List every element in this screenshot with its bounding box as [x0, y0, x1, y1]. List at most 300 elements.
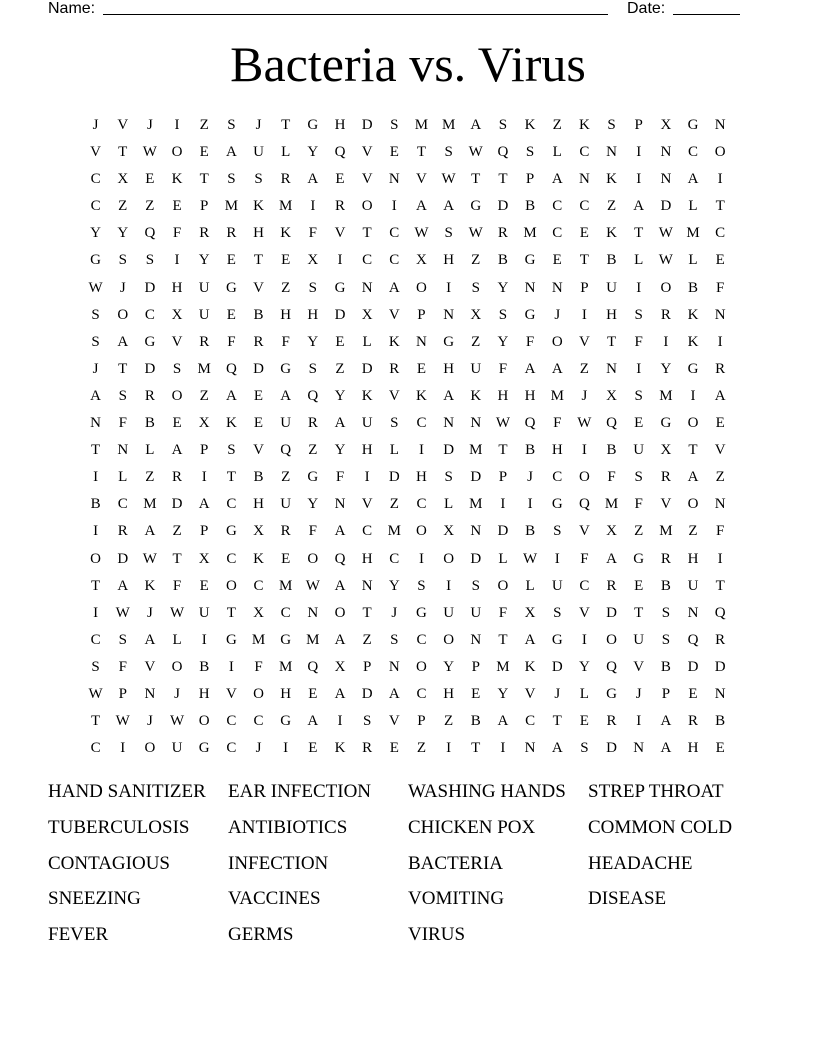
- grid-cell: Z: [172, 523, 182, 540]
- grid-cell: Q: [714, 604, 726, 621]
- grid-row: [82, 220, 734, 247]
- word-bank-item: WASHING HANDS: [408, 781, 566, 802]
- grid-cell: G: [551, 496, 563, 513]
- grid-cell: J: [174, 685, 180, 702]
- grid-row: [82, 383, 734, 410]
- word-bank-item: VACCINES: [228, 888, 321, 910]
- grid-cell: M: [279, 577, 293, 594]
- grid-cell: W: [115, 713, 130, 730]
- grid-cell: M: [496, 658, 510, 675]
- grid-cell: I: [201, 631, 207, 648]
- grid-cell: M: [604, 496, 619, 513]
- grid-cell: R: [334, 198, 345, 215]
- grid-cell: W: [468, 225, 483, 242]
- grid-cell: T: [579, 252, 589, 269]
- grid-cell: M: [659, 523, 673, 540]
- grid-cell: J: [119, 279, 126, 296]
- grid-cell: S: [390, 631, 399, 648]
- grid-cell: N: [117, 442, 129, 459]
- grid-cell: I: [201, 469, 207, 486]
- grid-cell: A: [524, 631, 536, 648]
- grid-row: [82, 166, 734, 193]
- word-bank-item: INFECTION: [228, 852, 329, 874]
- grid-cell: T: [498, 631, 508, 648]
- grid-cell: V: [633, 658, 645, 675]
- grid-cell: U: [253, 144, 264, 161]
- grid-cell: I: [418, 550, 424, 567]
- grid-cell: R: [280, 523, 291, 540]
- grid-cell: I: [337, 252, 343, 269]
- grid-cell: C: [389, 225, 400, 242]
- grid-cell: Z: [715, 469, 725, 486]
- grid-cell: P: [362, 658, 372, 675]
- grid-cell: O: [551, 333, 563, 350]
- grid-cell: Q: [144, 225, 156, 242]
- grid-cell: E: [715, 740, 725, 757]
- grid-cell: J: [581, 387, 588, 404]
- grid-cell: Q: [280, 442, 292, 459]
- grid-row: [82, 546, 734, 573]
- grid-cell: I: [174, 117, 180, 133]
- grid-cell: O: [225, 577, 237, 594]
- grid-cell: G: [470, 198, 482, 215]
- grid-cell: Q: [606, 415, 617, 432]
- grid-cell: L: [444, 496, 454, 513]
- grid-cell: F: [716, 523, 725, 540]
- grid-cell: V: [714, 442, 726, 459]
- grid-cell: P: [525, 171, 535, 188]
- grid-cell: J: [391, 604, 398, 621]
- grid-cell: I: [636, 713, 642, 730]
- date-blank-line: [673, 14, 740, 15]
- grid-cell: H: [551, 442, 563, 459]
- grid-cell: I: [283, 740, 289, 757]
- grid-cell: T: [606, 333, 617, 350]
- grid-cell: R: [144, 387, 155, 404]
- grid-cell: O: [606, 631, 617, 648]
- grid-cell: Q: [687, 631, 699, 648]
- grid-cell: C: [416, 415, 427, 432]
- grid-cell: Z: [281, 279, 291, 296]
- grid-cell: K: [253, 198, 264, 215]
- grid-cell: F: [634, 496, 643, 513]
- grid-cell: O: [578, 469, 590, 486]
- grid-cell: J: [146, 713, 153, 730]
- grid-cell: V: [171, 333, 183, 350]
- grid-cell: H: [253, 496, 264, 513]
- grid-cell: K: [606, 171, 617, 188]
- grid-cell: X: [606, 523, 617, 540]
- grid-cell: F: [335, 469, 345, 486]
- grid-row: [82, 139, 734, 166]
- grid-cell: A: [334, 415, 346, 432]
- grid-cell: S: [91, 306, 100, 323]
- grid-cell: K: [171, 171, 183, 188]
- grid-cell: A: [524, 360, 536, 377]
- grid-cell: S: [580, 740, 589, 757]
- grid-cell: X: [198, 550, 210, 567]
- grid-cell: I: [391, 198, 397, 215]
- grid-cell: Y: [198, 252, 210, 269]
- word-bank-item: EAR INFECTION: [228, 781, 372, 802]
- grid-cell: V: [334, 225, 346, 242]
- grid-cell: B: [688, 279, 699, 296]
- grid-cell: K: [361, 387, 373, 404]
- grid-cell: A: [307, 713, 319, 730]
- grid-cell: Y: [117, 225, 129, 242]
- word-bank-item: CONTAGIOUS: [48, 852, 170, 874]
- grid-cell: X: [524, 604, 536, 621]
- grid-cell: V: [388, 306, 400, 323]
- grid-cell: C: [90, 198, 101, 215]
- grid-cell: M: [441, 117, 456, 133]
- word-bank-item: GERMS: [228, 924, 294, 946]
- grid-cell: M: [469, 496, 483, 513]
- grid-cell: P: [634, 117, 643, 133]
- grid-cell: N: [524, 279, 536, 296]
- grid-cell: T: [416, 144, 427, 161]
- grid-cell: N: [714, 496, 726, 513]
- grid-cell: N: [660, 171, 672, 188]
- grid-cell: H: [334, 117, 346, 133]
- grid-cell: R: [307, 415, 318, 432]
- grid-cell: T: [226, 604, 236, 621]
- grid-cell: M: [251, 631, 266, 648]
- grid-cell: S: [254, 171, 263, 188]
- grid-cell: T: [552, 713, 562, 730]
- grid-cell: V: [388, 387, 400, 404]
- grid-cell: C: [90, 631, 101, 648]
- grid-cell: S: [553, 604, 562, 621]
- grid-cell: L: [688, 198, 698, 215]
- grid-cell: D: [253, 360, 264, 377]
- grid-cell: J: [527, 469, 533, 486]
- grid-cell: I: [364, 469, 370, 486]
- grid-cell: V: [578, 523, 590, 540]
- grid-cell: B: [525, 523, 536, 540]
- grid-cell: A: [117, 333, 129, 350]
- grid-cell: X: [307, 252, 319, 269]
- grid-cell: O: [334, 604, 346, 621]
- grid-cell: R: [660, 469, 671, 486]
- grid-cell: H: [606, 306, 617, 323]
- grid-cell: N: [361, 577, 373, 594]
- grid-cell: I: [500, 740, 506, 757]
- grid-cell: M: [306, 631, 320, 648]
- grid-cell: U: [633, 631, 645, 648]
- grid-cell: M: [279, 198, 293, 215]
- grid-cell: J: [92, 360, 99, 377]
- grid-cell: R: [688, 713, 699, 730]
- grid-cell: D: [361, 685, 373, 702]
- grid-cell: N: [606, 144, 617, 161]
- grid-cell: K: [524, 117, 536, 133]
- name-blank-line: [103, 14, 608, 15]
- grid-cell: H: [443, 252, 455, 269]
- grid-cell: S: [417, 577, 426, 594]
- grid-cell: X: [198, 415, 210, 432]
- grid-cell: P: [417, 306, 426, 323]
- grid-cell: E: [552, 252, 562, 269]
- grid-cell: E: [199, 577, 209, 594]
- grid-cell: I: [581, 631, 587, 648]
- grid-cell: E: [688, 685, 698, 702]
- grid-cell: S: [118, 631, 127, 648]
- grid-cell: D: [687, 658, 699, 675]
- grid-cell: T: [90, 577, 101, 594]
- grid-cell: B: [497, 252, 508, 269]
- grid-cell: R: [172, 469, 183, 486]
- grid-cell: A: [660, 740, 672, 757]
- grid-cell: X: [416, 252, 427, 269]
- grid-cell: A: [117, 577, 129, 594]
- grid-cell: G: [307, 117, 319, 133]
- grid-cell: K: [687, 306, 699, 323]
- grid-cell: I: [500, 496, 506, 513]
- grid-cell: D: [551, 658, 563, 675]
- grid-cell: H: [307, 306, 319, 323]
- grid-cell: C: [552, 225, 563, 242]
- grid-cell: E: [416, 360, 427, 377]
- grid-cell: Z: [579, 360, 589, 377]
- grid-cell: W: [658, 252, 673, 269]
- grid-cell: D: [361, 360, 373, 377]
- grid-cell: V: [578, 333, 590, 350]
- grid-cell: O: [171, 387, 183, 404]
- grid-cell: D: [497, 523, 509, 540]
- grid-cell: K: [470, 387, 482, 404]
- grid-cell: X: [660, 117, 672, 133]
- grid-row: [82, 600, 734, 627]
- grid-cell: N: [660, 144, 672, 161]
- grid-cell: R: [199, 225, 210, 242]
- grid-cell: J: [554, 685, 561, 702]
- grid-cell: B: [470, 713, 481, 730]
- grid-cell: V: [253, 442, 264, 459]
- grid-cell: B: [660, 658, 671, 675]
- grid-cell: J: [146, 117, 153, 133]
- grid-cell: S: [634, 469, 643, 486]
- grid-cell: A: [90, 387, 101, 404]
- grid-cell: W: [142, 550, 157, 567]
- grid-cell: U: [606, 279, 617, 296]
- grid-cell: A: [144, 631, 156, 648]
- grid-cell: T: [498, 171, 508, 188]
- grid-cell: U: [470, 360, 482, 377]
- grid-cell: S: [172, 360, 182, 377]
- grid-cell: G: [687, 360, 699, 377]
- grid-cell: I: [663, 333, 669, 350]
- grid-cell: F: [308, 225, 317, 242]
- grid-cell: Y: [578, 658, 590, 675]
- grid-cell: L: [389, 442, 399, 459]
- grid-cell: X: [171, 306, 183, 323]
- grid-cell: C: [579, 198, 590, 215]
- grid-cell: U: [633, 442, 645, 459]
- grid-cell: G: [198, 740, 210, 757]
- grid-cell: N: [388, 658, 400, 675]
- date-label: Date:: [627, 0, 666, 17]
- grid-cell: A: [687, 171, 699, 188]
- grid-cell: Z: [634, 523, 644, 540]
- grid-cell: G: [660, 415, 672, 432]
- grid-cell: H: [280, 685, 292, 702]
- grid-cell: O: [90, 550, 101, 567]
- word-bank-item: HEADACHE: [588, 852, 693, 874]
- grid-cell: T: [281, 117, 291, 133]
- name-label: Name:: [48, 0, 96, 17]
- grid-cell: N: [443, 306, 455, 323]
- grid-cell: K: [144, 577, 156, 594]
- grid-cell: F: [227, 333, 236, 350]
- grid-cell: D: [443, 442, 455, 459]
- word-bank-item: FEVER: [48, 924, 109, 946]
- grid-cell: W: [88, 685, 103, 702]
- grid-cell: R: [660, 306, 671, 323]
- grid-cell: R: [280, 171, 291, 188]
- grid-cell: Z: [444, 713, 454, 730]
- grid-cell: K: [606, 225, 617, 242]
- word-bank-item: HAND SANITIZER: [48, 781, 206, 802]
- grid-cell: B: [199, 658, 210, 675]
- grid-cell: J: [255, 740, 262, 757]
- grid-cell: R: [606, 577, 617, 594]
- grid-cell: O: [416, 279, 427, 296]
- grid-cell: C: [552, 469, 563, 486]
- grid-cell: M: [143, 496, 157, 513]
- grid-cell: A: [416, 198, 427, 215]
- grid-cell: X: [334, 658, 346, 675]
- grid-row: [82, 681, 734, 708]
- grid-cell: O: [687, 496, 699, 513]
- grid-cell: W: [658, 225, 673, 242]
- grid-cell: G: [280, 631, 292, 648]
- grid-cell: R: [253, 333, 264, 350]
- grid-cell: B: [253, 306, 264, 323]
- grid-cell: V: [388, 713, 400, 730]
- grid-cell: S: [444, 144, 453, 161]
- grid-cell: I: [581, 442, 587, 459]
- grid-cell: H: [687, 740, 699, 757]
- grid-cell: S: [661, 604, 671, 621]
- grid-cell: Y: [497, 279, 509, 296]
- grid-cell: Y: [307, 496, 319, 513]
- grid-cell: Z: [688, 523, 698, 540]
- grid-cell: I: [636, 171, 642, 188]
- grid-cell: F: [525, 333, 535, 350]
- grid-cell: G: [280, 360, 292, 377]
- grid-cell: C: [226, 496, 237, 513]
- grid-cell: B: [660, 577, 671, 594]
- word-bank-item: CHICKEN POX: [408, 816, 536, 838]
- grid-cell: X: [117, 171, 129, 188]
- grid-cell: F: [580, 550, 589, 567]
- grid-cell: E: [389, 144, 399, 161]
- grid-row: [82, 112, 734, 139]
- grid-cell: I: [228, 658, 234, 675]
- grid-cell: L: [145, 442, 155, 459]
- grid-cell: Z: [145, 469, 155, 486]
- grid-cell: A: [144, 523, 156, 540]
- grid-cell: S: [118, 252, 127, 269]
- grid-cell: O: [416, 658, 427, 675]
- grid-cell: T: [688, 442, 698, 459]
- grid-cell: F: [498, 604, 508, 621]
- grid-cell: B: [525, 442, 536, 459]
- grid-cell: O: [253, 685, 264, 702]
- grid-cell: S: [607, 117, 616, 133]
- grid-cell: C: [280, 604, 291, 621]
- grid-cell: A: [660, 713, 672, 730]
- grid-cell: F: [716, 279, 725, 296]
- grid-cell: E: [226, 306, 236, 323]
- grid-cell: F: [254, 658, 263, 675]
- grid-cell: E: [145, 171, 155, 188]
- grid-cell: U: [687, 577, 699, 594]
- grid-cell: V: [361, 496, 373, 513]
- grid-cell: G: [416, 604, 427, 621]
- grid-cell: G: [551, 631, 563, 648]
- grid-cell: C: [416, 496, 427, 513]
- grid-cell: Q: [578, 496, 590, 513]
- grid-cell: M: [197, 360, 211, 377]
- word-bank-item: COMMON COLD: [588, 816, 733, 838]
- grid-cell: T: [715, 577, 725, 594]
- grid-cell: E: [281, 252, 291, 269]
- grid-cell: M: [550, 387, 564, 404]
- grid-cell: R: [362, 740, 373, 757]
- grid-cell: R: [226, 225, 237, 242]
- grid-cell: M: [279, 658, 293, 675]
- grid-cell: O: [497, 577, 509, 594]
- grid-cell: M: [387, 523, 401, 540]
- header-fields: [48, 0, 740, 20]
- grid-cell: N: [416, 333, 427, 350]
- grid-cell: L: [498, 550, 508, 567]
- grid-cell: E: [281, 550, 291, 567]
- grid-cell: N: [470, 415, 482, 432]
- grid-cell: E: [172, 415, 182, 432]
- grid-cell: W: [468, 144, 483, 161]
- grid-cell: C: [688, 144, 699, 161]
- grid-cell: C: [90, 740, 101, 757]
- grid-cell: A: [334, 631, 346, 648]
- grid-cell: Y: [307, 144, 319, 161]
- grid-cell: C: [389, 550, 400, 567]
- grid-cell: W: [142, 144, 157, 161]
- grid-cell: C: [715, 225, 726, 242]
- grid-cell: E: [579, 713, 589, 730]
- grid-cell: V: [90, 144, 101, 161]
- grid-cell: A: [470, 117, 482, 133]
- grid-cell: U: [443, 604, 455, 621]
- grid-cell: T: [634, 225, 644, 242]
- grid-cell: Z: [145, 198, 155, 215]
- grid-cell: V: [578, 604, 590, 621]
- grid-cell: L: [525, 577, 535, 594]
- grid-cell: E: [172, 198, 182, 215]
- grid-cell: W: [577, 415, 592, 432]
- grid-cell: H: [524, 387, 536, 404]
- grid-row: [82, 302, 734, 329]
- grid-cell: K: [416, 387, 427, 404]
- grid-cell: Y: [334, 387, 346, 404]
- grid-cell: B: [253, 469, 264, 486]
- grid-cell: W: [305, 577, 320, 594]
- grid-row: [82, 356, 734, 383]
- grid-cell: S: [634, 306, 643, 323]
- grid-cell: A: [497, 713, 509, 730]
